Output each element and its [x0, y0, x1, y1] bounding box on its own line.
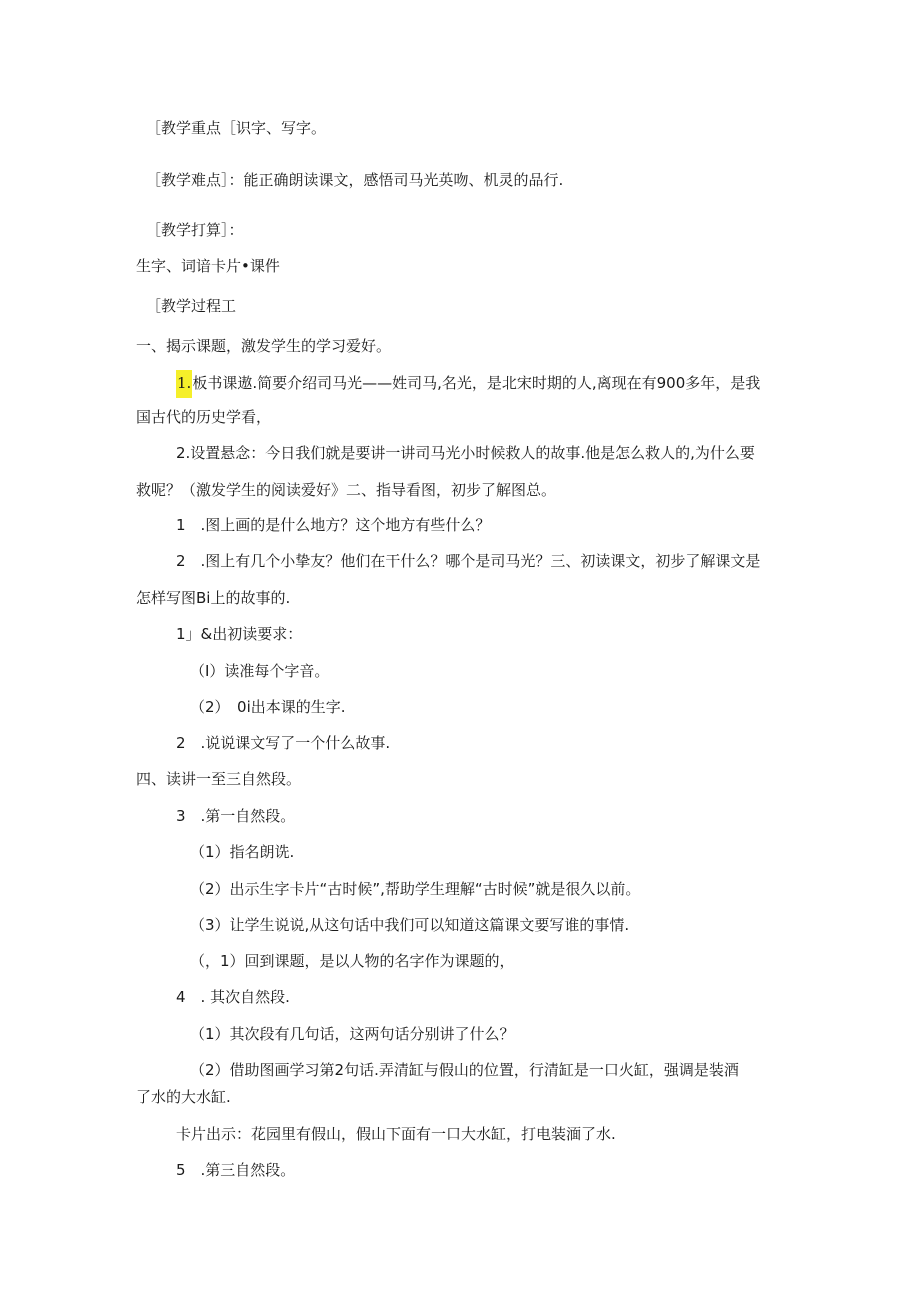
list-item-text: 板书课遨.简要介绍司马光——姓司马,名光，是北宋时期的人,离现在有900多年，是我 — [192, 374, 761, 392]
sub-item: （I）读准每个字音。 — [190, 662, 330, 680]
card-display-line: 卡片出示：花园里有假山，假山下面有一口大水缸，打电装湎了水. — [176, 1125, 616, 1143]
sub-item: （，1）回到课题，是以人物的名字作为课题的， — [190, 952, 515, 970]
sub-item: （2） 0i出本课的生字. — [190, 698, 346, 716]
list-item-continuation: 怎样写图Bi上的故事的. — [136, 589, 291, 607]
list-item-1-2: 2.设置悬念：今日我们就是要讲一讲司马光小时候救人的故事.他是怎么救人的,为什么要 — [176, 444, 755, 462]
section-heading-4: 四、读讲一至三自然段。 — [136, 770, 302, 788]
list-item-2-2: 2 .图上有几个小挚友？他们在干什么？哪个是司马光？三、初读课文，初步了解课文是 — [176, 552, 761, 570]
list-item-1-1 — [176, 373, 760, 393]
line-process-heading: ［教学过程工 — [146, 297, 237, 315]
list-item-continuation: 救呢？（激发学生的阅读爱好》二、指导看图，初步了解图总。 — [136, 481, 557, 499]
sub-item: （2）借助图画学习第2句话.弄清缸与假山的位置，行清缸是一口火缸，强调是装酒 — [190, 1061, 739, 1079]
sub-item: （3）让学生说说,从这句话中我们可以知道这篇课文要写谁的事情. — [190, 916, 630, 934]
sub-item: （1）其次段有几句话，这两句话分别讲了什么？ — [190, 1025, 515, 1043]
sub-item-continuation: 了水的大水缸. — [136, 1088, 231, 1106]
list-item-4-3: 5 .第三自然段。 — [176, 1161, 296, 1179]
list-item-3-1: 1」&出初读要求： — [176, 625, 303, 643]
section-heading-1: 一、揭示课题，激发学生的学习爱好。 — [136, 337, 392, 355]
list-item-3-2: 2 .说说课文写了一个什么故事. — [176, 734, 391, 752]
line-key-points: ［教学重点［识字、写字。 — [146, 119, 327, 137]
highlighted-number: 1. — [176, 370, 192, 398]
list-item-continuation: 国古代的历史学看， — [136, 408, 272, 426]
line-preparation: ［教学打算］： — [146, 221, 244, 239]
list-item-4-1: 3 .第一自然段。 — [176, 807, 296, 825]
line-materials: 生字、词谙卡片•课件 — [136, 257, 280, 275]
list-item-4-2: 4 . 其次自然段. — [176, 988, 290, 1006]
sub-item: （1）指名朗诜. — [190, 843, 295, 861]
sub-item: （2）出示生字卡片“古时候”,帮助学生理解“古时候”就是很久以前。 — [190, 880, 641, 898]
line-difficulty: ［教学难点］：能正确朗读课文，感悟司马光英吻、机灵的品行. — [146, 171, 564, 189]
list-item-2-1: 1 .图上画的是什么地方？这个地方有些什么？ — [176, 516, 491, 534]
